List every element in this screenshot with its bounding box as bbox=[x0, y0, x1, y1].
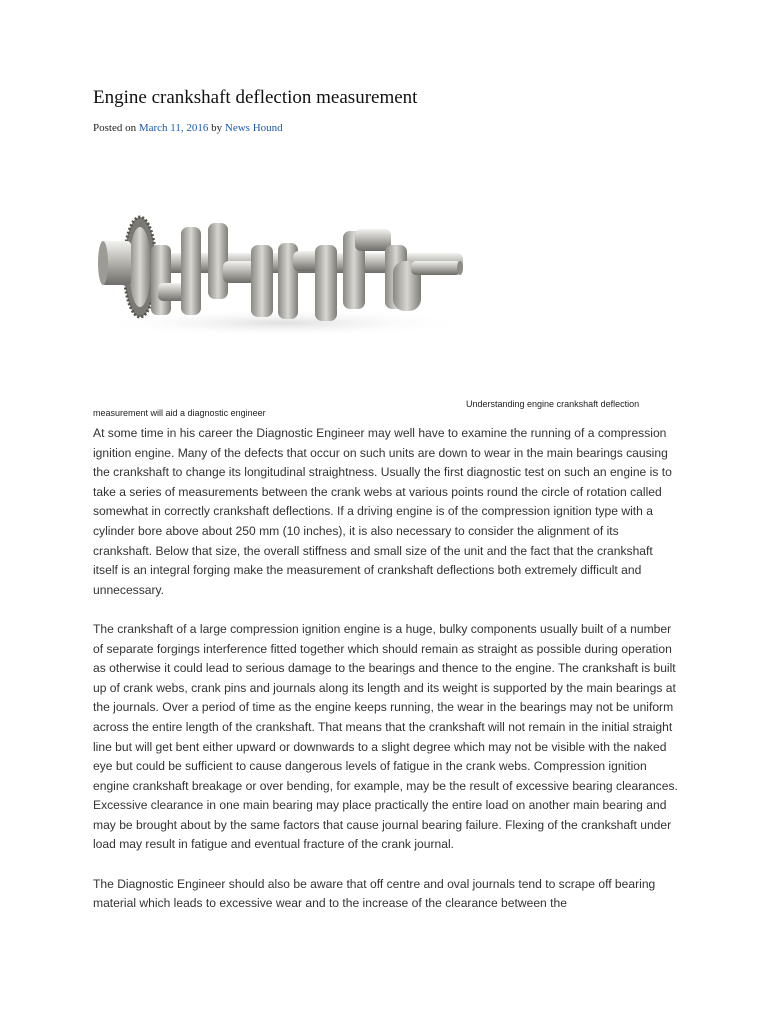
crankshaft-image bbox=[93, 205, 473, 345]
article-body bbox=[93, 424, 679, 933]
author-link[interactable]: News Hound bbox=[224, 122, 283, 134]
body-paragraph: The Diagnostic Engineer should also be aware that off centre and oval journals tend to scrape off bearing material which leads to excessive wear and to the increase of the clearance between the bbox=[93, 876, 656, 911]
article-title: Engine crankshaft deflection measurement bbox=[93, 87, 418, 108]
by-label: by bbox=[208, 122, 225, 134]
figure-caption-line2: measurement will aid a diagnostic engineer bbox=[93, 408, 266, 418]
posted-on-label: Posted on bbox=[93, 122, 139, 134]
post-date-link[interactable]: March 11, 2016 bbox=[138, 122, 209, 134]
body-paragraph: The crankshaft of a large compression ignition engine is a huge, bulky components usually built of a number of separate forgings interference fitted together which should remain as straight as possible during operation as otherwise it could lead to serious damage to the bearings and thence to the engine. The crankshaft is built up of crank webs, crank pins and journals along its length and its weight is supported by the main bearings at the journals. Over a period of time as the engine keeps running, the wear in the bearings may not be uniform across the entire length of the crankshaft. That means that the crankshaft will not remain in the initial straight line but will get bent either upward or downwards to a slight degree which may not be visible with the naked eye but could be sufficient to cause dangerous levels of fatigue in the crank webs. Compression ignition engine crankshaft breakage or over bending, for example, may be the result of excessive bearing clearances. Excessive clearance in one main bearing may place practically the entire load on another main bearing and may be brought about by the same factors that cause journal bearing failure. Flexing of the crankshaft under load may result in fatigue and eventual fracture of the crank journal. bbox=[93, 621, 678, 852]
figure-caption-line1: Understanding engine crankshaft deflection bbox=[466, 399, 640, 409]
body-paragraph: At some time in his career the Diagnostic Engineer may well have to examine the running of a compression ignition engine. Many of the defects that occur on such units are down to wear in the main bearings causing the crankshaft to change its longitudinal straightness. Usually the first diagnostic test on such an engine is to take a series of measurements between the crank webs at various points round the circle of rotation called somewhat in correctly crankshaft deflections. If a driving engine is of the compression ignition type with a cylinder bore above about 250 mm (10 inches), it is also necessary to consider the alignment of its crankshaft. Below that size, the overall stiffness and small size of the unit and the fact that the crankshaft itself is an integral forging make the measurement of crankshaft deflections both extremely difficult and unnecessary. bbox=[93, 426, 672, 597]
post-meta bbox=[93, 121, 283, 135]
